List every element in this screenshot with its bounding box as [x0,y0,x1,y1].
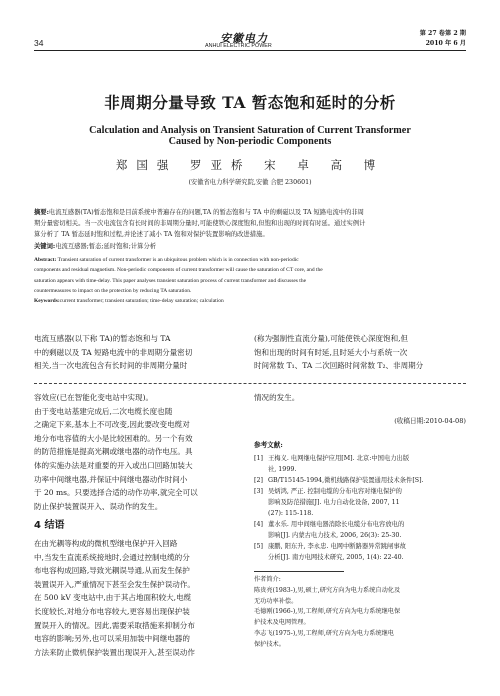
keywords-cn: 电流互感器;暂态;延时饱和;计算分析 [55,242,157,250]
abstract-en-label: Abstract: [34,257,57,263]
abstract-en-line: Transient saturation of current transformer is an ubiquitous problem which is in connection with non-periodic [57,257,299,263]
journal-name-en: ANHUI ELECTRIC POWER [205,43,272,49]
reference-number: [5] [254,543,263,551]
reference-number: [3] [254,488,263,496]
reference-item [254,541,466,563]
affiliation: (安徽省电力科学研究院,安徽 合肥 230601) [188,179,312,186]
body-line: 电容的影响;另外,也可以采用加装中间继电器的 [34,634,190,644]
body-line: 在 500 kV 变电站中,由于其占地面积较大,电缆 [34,593,192,603]
reference-line: 影响及防范措施[J]. 电力自动化设备, 2007, 11 [268,499,400,507]
intro-left-line: 相关,当一次电流包含有长时间的非周期分量时 [34,361,188,371]
reference-line: 康鹏, 阳东升, 李永忠. 电网中断路器异常跳闸事故 [268,543,406,551]
author-info-rule [254,571,344,572]
reference-line: (27): 115-118. [268,510,314,518]
author-info-line: 陈贵亮(1983-),男,硕士,研究方向为电力系统自动化及 [254,586,401,594]
intro-left-line: 中的剩磁以及 TA 短路电流中的非周期分量密切 [34,347,193,357]
issue-date: 2010 年 6 月 [425,40,466,47]
body-line: 容效应(已在智能化变电站中实现)。 [34,393,154,402]
reference-number: [2] [254,477,263,485]
body-line: 防止保护装置误开入、误动作的发生。 [34,501,163,511]
reference-line: 董水乐. 用中间继电器消除长电缆分布电容放电的 [268,521,405,529]
body-line: 之确定下来,基本上不可改变,因此要改变电缆对 [34,420,190,430]
section-separator [34,383,466,386]
keywords-en: current transformer; transient saturation; time-delay saturation; calculation [59,298,224,305]
reference-item [254,475,466,486]
body-line: 长度较长,对地分布电容较大,更容易出现保护装 [34,606,190,616]
author-info-title: 作者简介: [254,576,281,584]
body-line: 于 20 ms。只要选择合适的动作功率,就完全可以 [34,488,198,498]
references-title: 参考文献: [254,440,283,449]
body-line: 中,当发生直流系统接地时,会通过控制电缆的分 [34,552,190,562]
reference-line: 王梅义. 电网继电保护应用[M]. 北京:中国电力出版 [268,455,410,463]
reference-number: [4] [254,521,263,529]
body-line: 在由光耦等构成的微机型继电保护开入回路 [34,538,178,548]
author-info-line: 毛德刚(1966-),男,工程师,研究方向为电力系统继电保 [254,608,401,616]
authors-cn: 郑国强 罗亚桥 宋 卓 高 博 [115,158,385,172]
intro-right-line: 时间常数 T₁、TA 二次回路时间常数 T₂、非周期分 [254,361,424,371]
paper-title-en-line1: Calculation and Analysis on Transient Saturation of Current Transformer [89,125,411,136]
abstract-cn [34,207,466,252]
body-line: 布电容构成回路,导致光耦误导通,从而发生保护 [34,566,190,576]
body-line: 方法来防止微机保护装置出现误开入,甚至误动作 [34,647,195,657]
reference-number: [1] [254,455,263,463]
intro-right [254,332,466,373]
abstract-cn-line: 算分析了 TA 暂态延时饱和过程,并论述了减小 TA 饱和对保护装置影响的改进措施。 [34,231,269,239]
intro-left [34,332,244,373]
reference-line: GB/T15145-1994,微机线路保护装置通用技术条件[S]. [268,477,424,485]
body-line: 体的实施办法是对重要的开入或出口回路加装大 [34,460,193,470]
reference-line: 社, 1999. [268,466,297,474]
right-column [254,391,466,651]
author-info-line: 李志飞(1975-),男,工程师,研究方向为电力系统继电 [254,630,394,638]
section-heading: 4 结语 [34,520,65,532]
paper-title-en-line2: Caused by Non-periodic Components [168,136,332,147]
keywords-cn-label: 关键词: [34,242,56,250]
abstract-en [34,255,466,306]
abstract-en-line: components and residual magnetism. Non-periodic components of current transformer will cause the saturation of CT core, and the [34,267,323,274]
body-line: 的防范措施是提高光耦或继电器的动作电压。具 [34,447,193,457]
reference-item [254,453,466,475]
intro-left-line: 电流互感器(以下称 TA)的暂态饱和与 TA [34,334,171,343]
abstract-en-line: countermeasures to impact on the protection by reducing TA saturation. [34,287,192,294]
abstract-cn-label: 摘要: [34,209,49,216]
header-rule [34,50,466,51]
body-line: 置误开入的情况。因此,需要采取措施来抑制分布 [34,620,195,630]
body-line: 由于变电站基建完成后,二次电缆长度也随 [34,406,173,416]
reference-line: 分析[J]. 南方电网技术研究, 2005, 1(4): 22-40. [268,554,404,562]
author-info-line: 无功功率补偿。 [254,597,298,605]
closing-line: 情况的发生。 [254,393,300,402]
body-line: 装置误开入,严重情况下甚至会发生保护误动作。 [34,579,195,589]
volume-issue: 第 27 卷第 2 期 [419,30,466,37]
reference-item [254,519,466,541]
abstract-cn-line: 电流互感器(TA)暂态饱和是目前系统中普遍存在的问题,TA 的暂态饱和与 TA 中的剩磁以及 TA 短路电流中的非周 [48,209,364,216]
intro-right-line: (称为强制性直流分量),可能使铁心深度饱和,但 [254,334,409,343]
abstract-cn-line: 期分量密切相关。当一次电流包含有长时间的非周期分量时,可能使铁心深度饱和,但饱和出现的时间有时延。通过实例计 [34,220,366,228]
abstract-en-line: saturation appears with time-delay. This paper analyses transient saturation process of current transformer and discusses the [34,277,307,284]
author-info-line: 护技术及电网管理。 [254,619,310,627]
reference-line: 吴炳鸿, 严正. 控制电缆的分布电容对继电保护的 [268,488,402,496]
body-line: 功率中间继电器,并保证中间继电器动作时间小 [34,474,188,484]
page-number: 34 [34,38,44,48]
journal-logo: 安徽电力 [220,32,268,45]
body-line: 地分布电容值的大小是比较困难的。另一个有效 [34,433,193,443]
reference-line: 影响[J]. 内蒙古电力技术, 2006, 26(3): 25-30. [268,532,402,540]
received-date: (收稿日期:2010-04-08) [394,416,466,425]
keywords-en-label: Keywords: [34,298,60,305]
reference-item [254,486,466,519]
left-column [34,391,244,659]
author-info-line: 保护技术。 [254,640,285,648]
intro-right-line: 饱和出现的时间有时延,且时延大小与系统一次 [254,347,408,357]
paper-title-cn: 非周期分量导致 TA 暂态饱和延时的分析 [104,93,396,112]
